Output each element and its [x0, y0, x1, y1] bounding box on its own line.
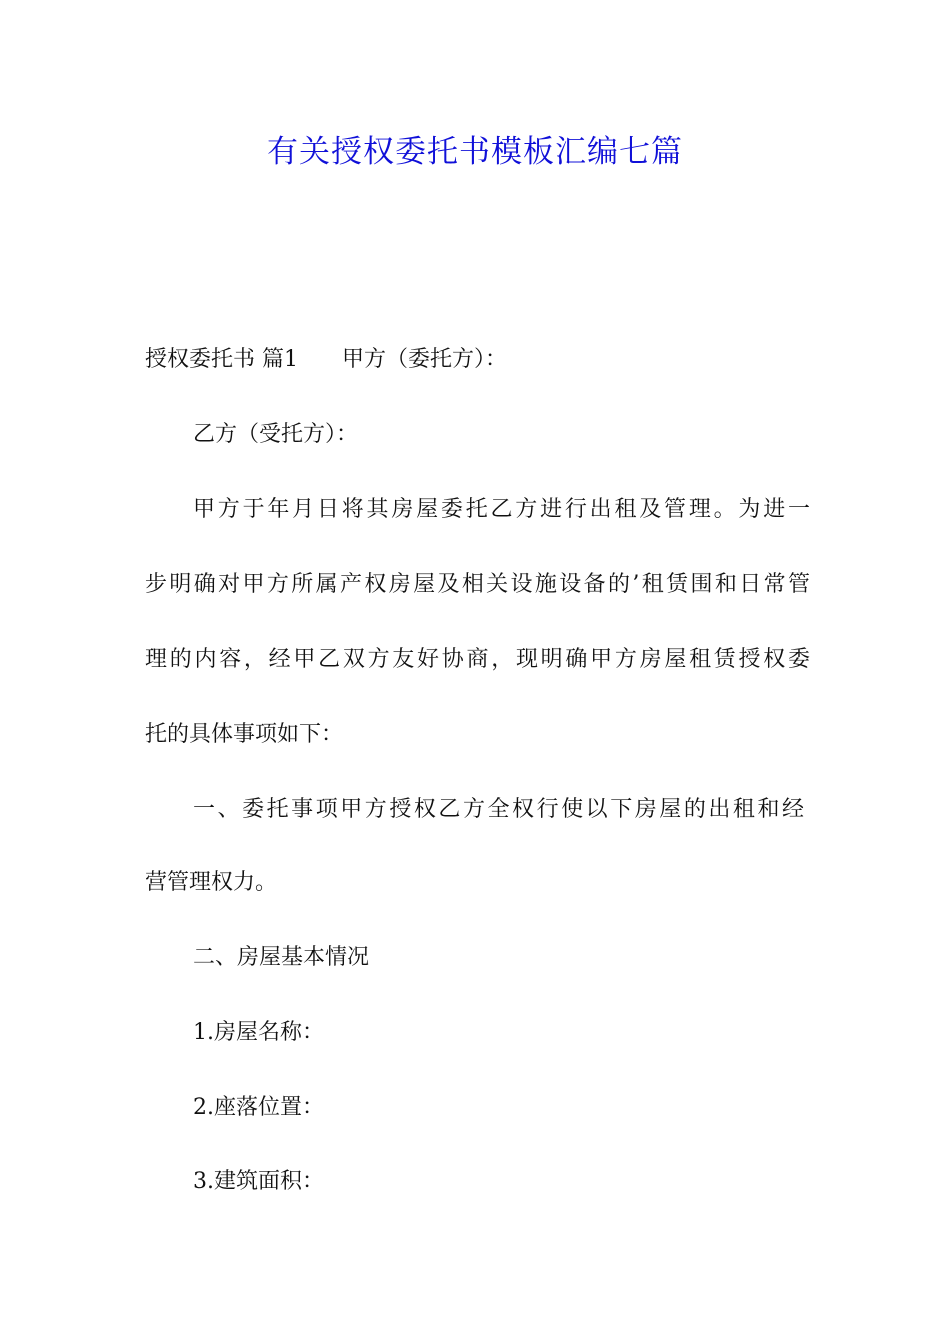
paragraph-2-line-2: 营管理权力。 [145, 870, 278, 895]
paragraph-2-line-1: 一、委托事项甲方授权乙方全权行使以下房屋的出租和经 [193, 797, 804, 822]
item-floor-area: 3.建筑面积： [193, 1169, 324, 1194]
document-title: 有关授权委托书模板汇编七篇 [267, 134, 683, 170]
party-b-label: 乙方（受托方）： [193, 422, 359, 447]
item-location: 2.座落位置： [193, 1095, 324, 1120]
paragraph-1-line-4: 托的具体事项如下： [145, 722, 344, 747]
section-2-heading: 二、房屋基本情况 [193, 945, 370, 970]
paragraph-1-line-1: 甲方于年月日将其房屋委托乙方进行出租及管理。为进一 [193, 497, 810, 522]
section-label: 授权委托书 篇1 [145, 347, 298, 372]
paragraph-1-line-2: 步明确对甲方所属产权房屋及相关设施设备的’租赁围和日常管 [145, 572, 810, 597]
item-house-name: 1.房屋名称： [193, 1020, 324, 1045]
header-line [145, 343, 810, 377]
paragraph-1-line-3: 理的内容，经甲乙双方友好协商，现明确甲方房屋租赁授权委 [145, 647, 810, 672]
party-a-label: 甲方（委托方）： [342, 347, 508, 372]
